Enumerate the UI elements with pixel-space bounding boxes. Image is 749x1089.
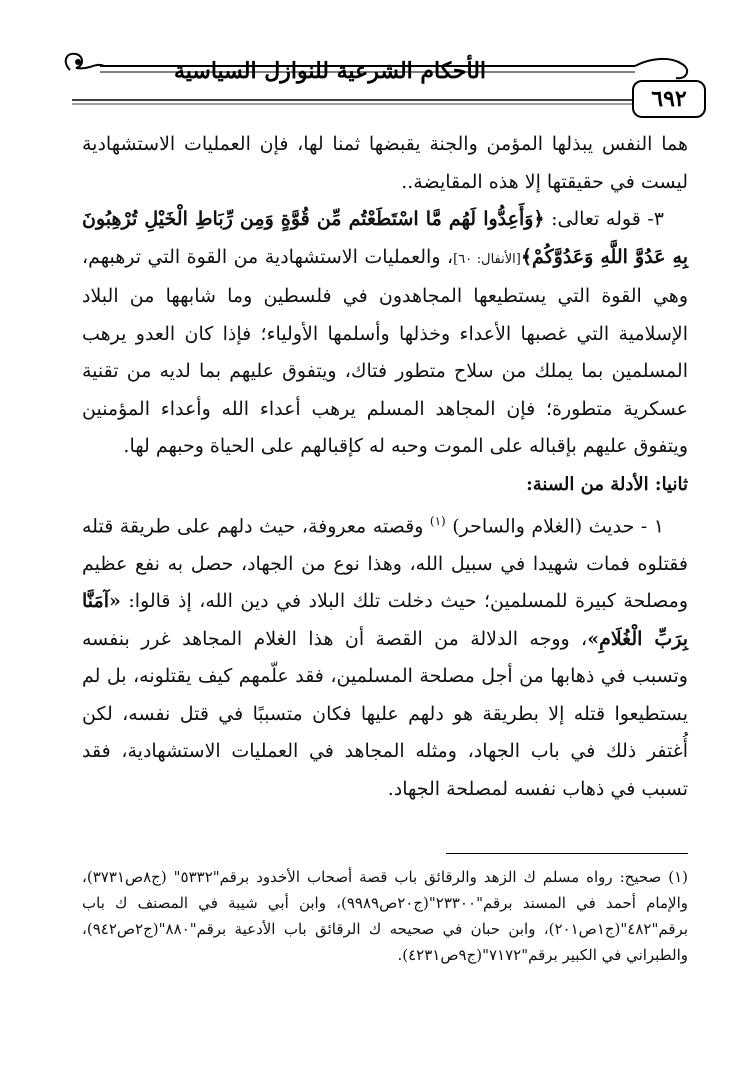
main-text — [82, 126, 688, 808]
verse-reference: [الأنفال: ٦٠] — [453, 251, 521, 267]
paragraph-3 — [82, 503, 688, 808]
hadith-quote: «آمَنَّا بِرَبِّ الْغُلَامِ» — [82, 590, 688, 650]
section-heading: ثانيا: الأدلة من السنة: — [526, 473, 688, 495]
paragraph-3-text-a: وقصته معروفة، حيث دلهم على طريقة قتله فقتلوه فمات شهيدا في سبيل الله، وهذا نوع من الجهاد، حصل به نفع عظيم ومصلحة كبيرة للمسلمين؛ حيث دخلت تلك البلاد في دين الله، إذ قالوا: — [82, 515, 688, 613]
quran-verse: ﴿وَأَعِدُّوا لَهُم مَّا اسْتَطَعْتُم مِّن قُوَّةٍ وَمِن رِّبَاطِ الْخَيْلِ تُرْهِبُونَ بِهِ عَدُوَّ اللَّهِ وَعَدُوَّكُمْ﴾ — [82, 208, 688, 268]
page-number: ٦٩٢ — [632, 80, 706, 118]
point-3-lead: ٣- قوله تعالى: — [551, 208, 664, 230]
paragraph-1: هما النفس يبذلها المؤمن والجنة يقبضها ثمنا لها، فإن العمليات الاستشهادية ليست في حقيقتها إلا هذه المقايضة.. — [82, 133, 688, 193]
footnote-marker: (١) — [429, 514, 446, 528]
footnote-1: (١) صحيح: رواه مسلم ك الزهد والرقائق باب قصة أصحاب الأخدود برقم"٥٣٣٢" (ج٨ص٣٧٣١)، والإمام أحمد في المسند برقم"٢٣٣٠٠"(ج٢٠ص٩٩٨٩)، وابن أبي شيبة في المصنف ك باب برقم"٤٨٢"(ج١ص٢٠١)، وابن حبان في صحيحه ك الرقائق باب الأدعية برقم"٨٨٠"(ج٢ص٩٤٢)، والطبراني في الكبير برقم"٧١٧٢"(ج٩ص٤٢٣١). — [82, 868, 689, 964]
paragraph-2-text: ، والعمليات الاستشهادية من القوة التي ترهبهم، وهي القوة التي يستطيعها المجاهدون في فلسطين وما شابهها من البلاد الإسلامية التي غصبها الأعداء وخذلها وأسلمها الأولياء؛ فإذا كان العدو يرهب المسلمين بما يملك من سلاح متطور فتاك، ويتفوق عليهم بما لديه من تقنية عسكرية متطورة؛ فإن المجاهد المسلم يرهب أعداء الله وأعداء المؤمنين ويتفوق عليهم بإقباله على الموت وحبه له كإقبالهم على الحياة وحبهم لها. — [82, 245, 688, 457]
right-scroll-ornament — [635, 59, 687, 78]
hadith-title: ١ - حديث (الغلام والساحر) — [452, 515, 664, 538]
footnotes — [82, 864, 688, 968]
paragraph-3-text-b: ، ووجه الدلالة من القصة أن هذا الغلام المجاهد غرر بنفسه وتسبب في ذهابها من أجل مصلحة المسلمين، فقد علّمهم كيف يقتلونه، بل لم يستطيعوا قتله إلا بطريقة هو دلهم عليها فكان متسببًا في قتل نفسه، لكن أُغتفر ذلك في باب الجهاد، ومثله المجاهد في العمليات الاستشهادية، فقد تسبب في ذهاب نفسه لمصلحة الجهاد. — [82, 627, 688, 800]
footnote-separator — [446, 853, 688, 854]
running-title: الأحكام الشرعية للنوازل السياسية — [173, 58, 487, 84]
paragraph-2 — [82, 201, 688, 466]
